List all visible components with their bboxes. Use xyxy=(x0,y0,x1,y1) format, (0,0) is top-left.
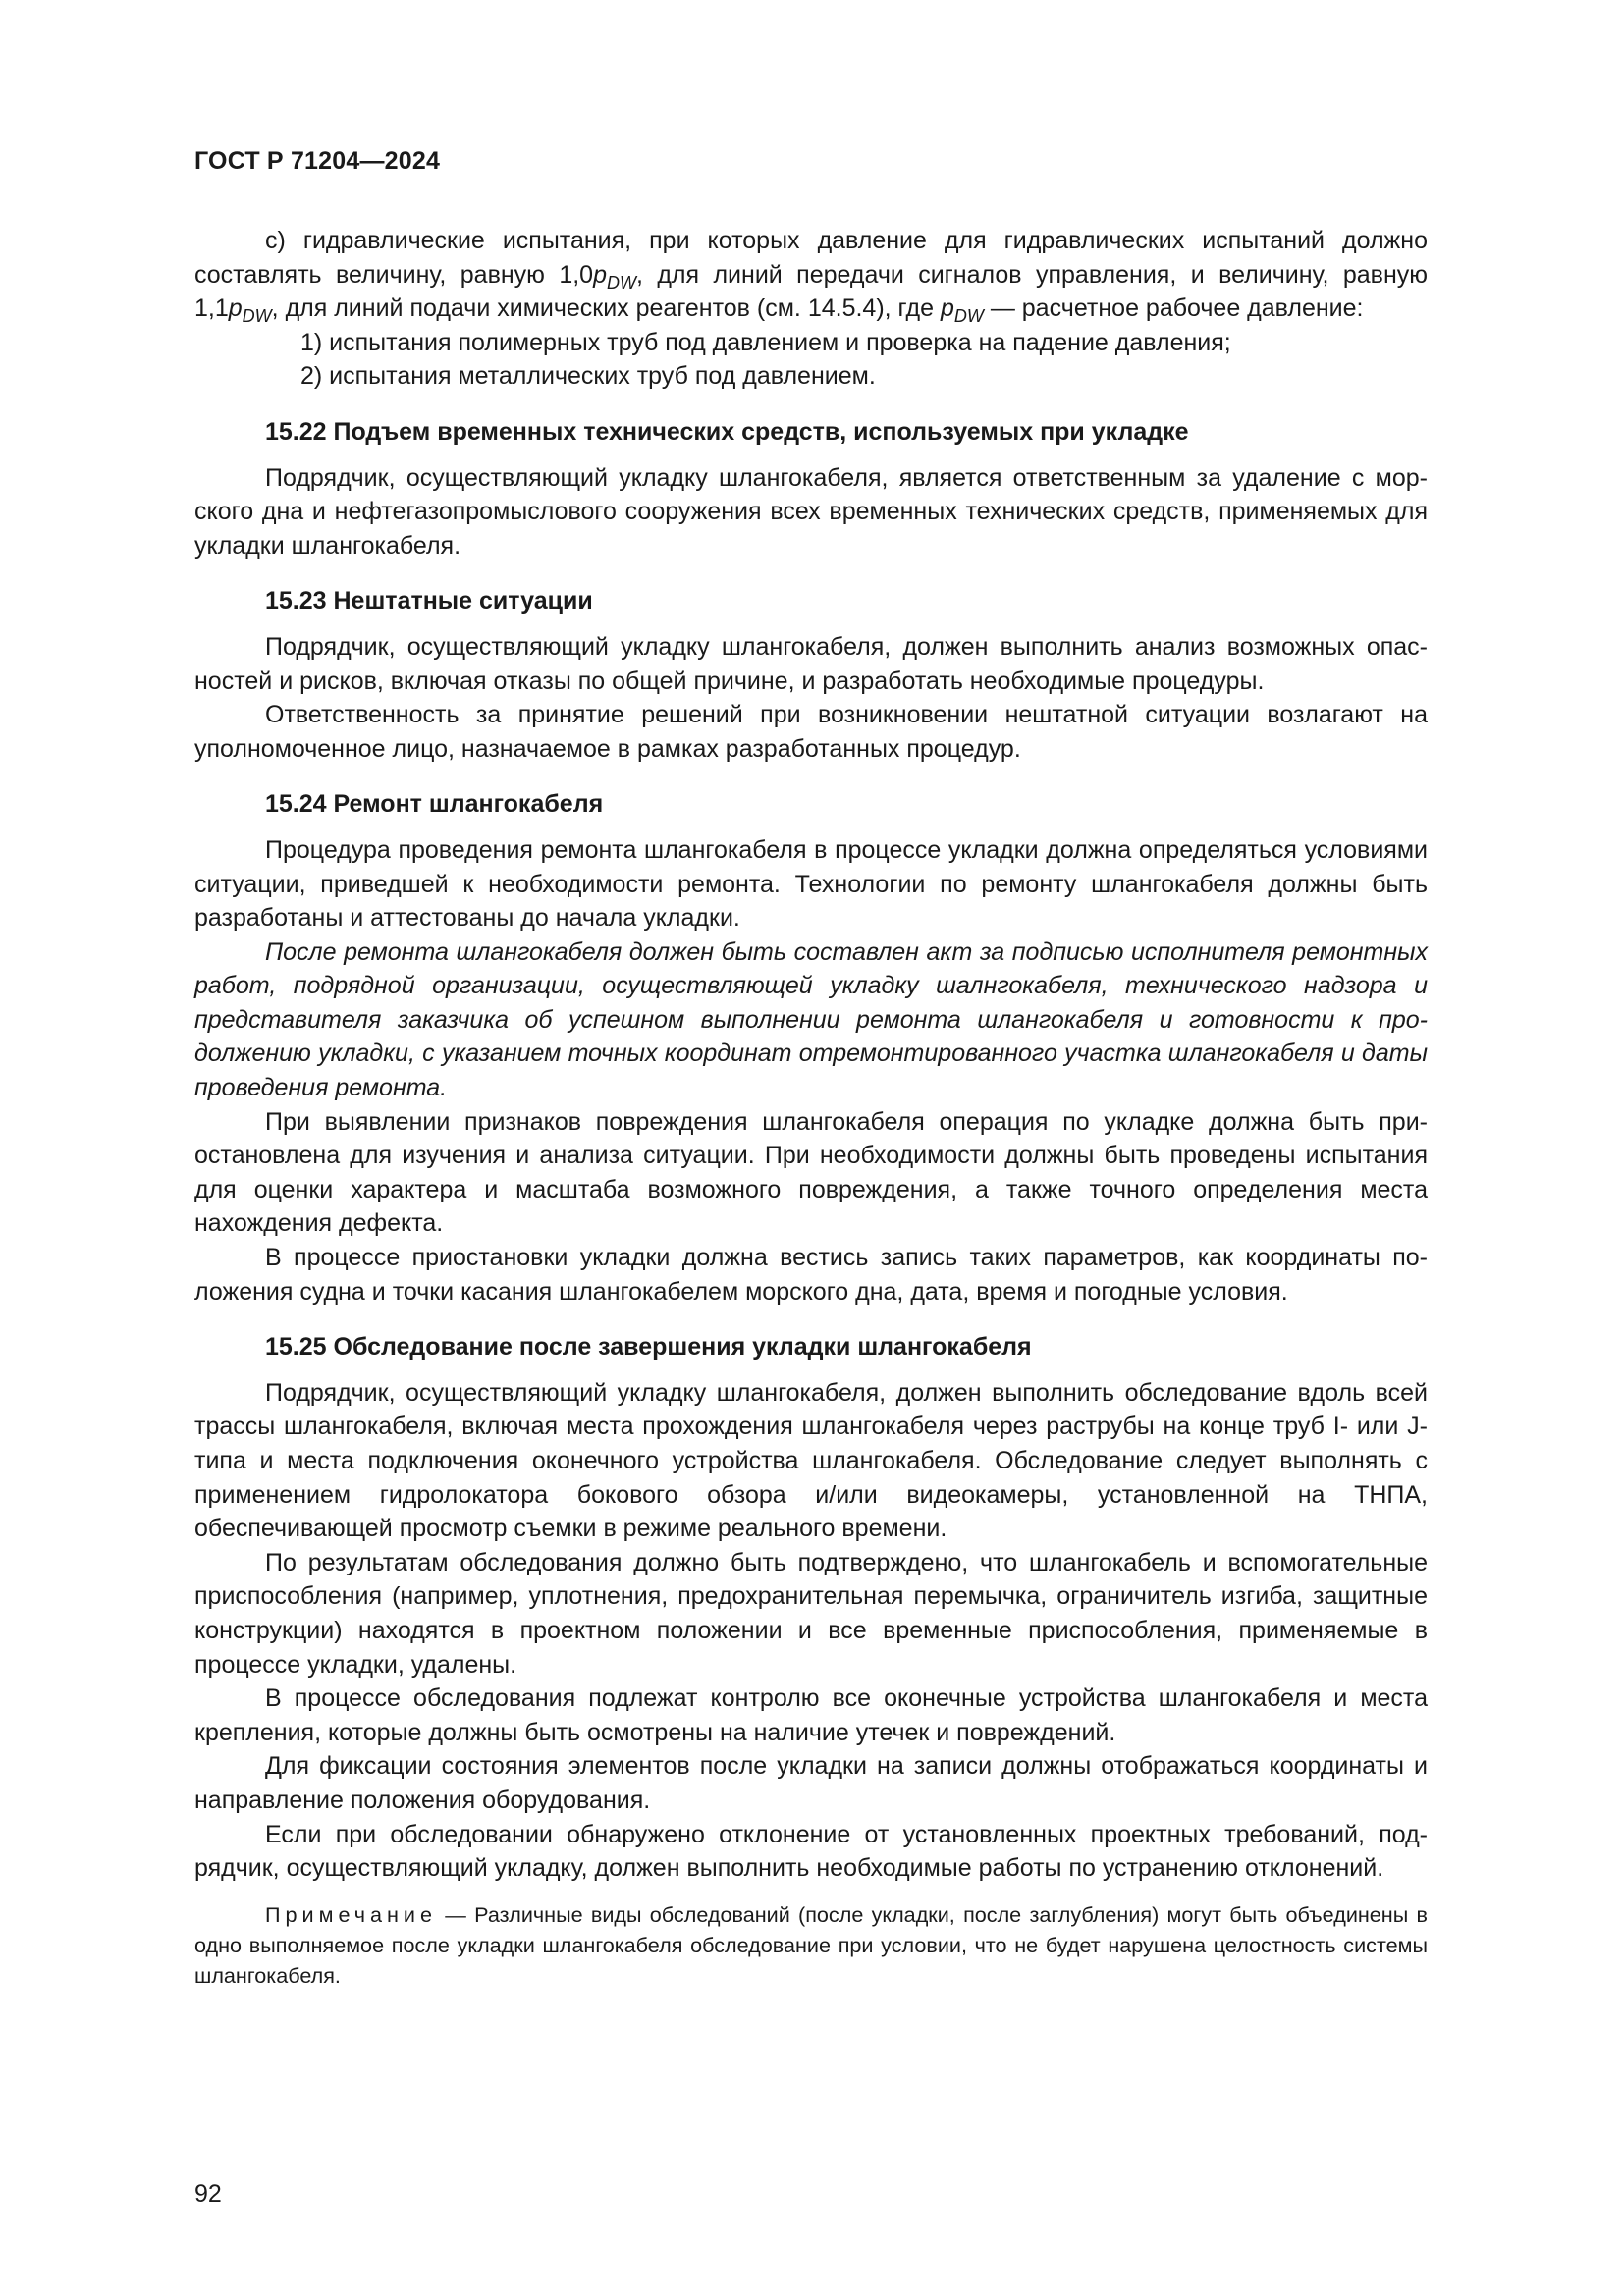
paragraph: Ответственность за принятие решений при возникновении нештатной ситуации возлагают на уполномоченное лицо, назначаемое в рамках разработанных процедур. xyxy=(194,701,1428,763)
section-heading: 15.25 Обследование после завершения укладки шлангокабеля xyxy=(265,1333,1032,1362)
p-dw-symbol: $p_{DW}$ xyxy=(940,294,984,327)
standard-header: ГОСТ Р 71204—2024 xyxy=(194,147,441,175)
list-item: 2) испытания металлических труб под давлением. xyxy=(300,362,876,391)
paragraph: Подрядчик, осуществляющий укладку шлангокабеля, должен выполнить анализ возможных опасностей и рисков, включая отказы по общей причине, и разработать необходимые процедуры. xyxy=(194,632,1428,695)
document-body xyxy=(194,224,1428,1991)
note xyxy=(194,1899,1428,1991)
section-heading: 15.23 Нештатные ситуации xyxy=(265,587,593,615)
p-dw-symbol: $p_{DW}$ xyxy=(593,260,636,293)
paragraph: Подрядчик, осуществляющий укладку шлангокабеля, должен выполнить обследование вдоль всей трассы шлангокабеля, включая места прохождения шлангокабеля через раструбы на конце труб I- или J-типа и места подключения оконечного устройства шлангокабеля. Обследование следует выполнять с применением гидролокатора бокового обзора и/или видеокамеры, установленной на ТНПА, обеспечивающей просмотр съемки в режиме реального времени. xyxy=(194,1378,1428,1543)
note-text: — Различные виды обследований (после укладки, после заглубления) могут быть объединены в одно выполняемое после укладки шлангокабеля обследование при условии, что не будет нарушена целостность системы шлангокабеля. xyxy=(194,1901,1428,1988)
paragraph: В процессе обследования подлежат контролю все оконечные устройства шлангокабеля и места крепления, которые должны быть осмотрены на наличие утечек и повреждений. xyxy=(194,1684,1428,1746)
paragraph: Подрядчик, осуществляющий укладку шлангокабеля, является ответственным за удаление с морского дна и нефтегазопромыслового сооружения всех временных технических средств, применяемых для укладки шлангокабеля. xyxy=(194,463,1428,560)
note-label: Примечание xyxy=(265,1901,437,1927)
paragraph-italic: После ремонта шлангокабеля должен быть составлен акт за подписью исполнителя ремонтных работ, подрядной организации, осуществляющей укладку шалнгокабеля, технического надзора и представителя заказчика об успешном выполнении ремонта шлангокабеля и готовности к продолжению укладки, с указанием точных координат отремонтированного участка шлангокабеля и даты проведения ремонта. xyxy=(194,937,1428,1102)
paragraph: В процессе приостановки укладки должна вестись запись таких параметров, как координаты положения судна и точки касания шлангокабелем морского дна, дата, время и погодные условия. xyxy=(194,1244,1428,1306)
paragraph: Для фиксации состояния элементов после укладки на записи должны отображаться координаты и направление положения оборудования. xyxy=(194,1752,1428,1814)
paragraph: По результатам обследования должно быть подтверждено, что шлангокабель и вспомогательные приспособления (например, уплотнения, предохранительная перемычка, ограничитель изгиба, защитные конструкции) находятся в проектном положении и все временные приспособления, применяемые в процессе укладки, удалены. xyxy=(194,1548,1428,1679)
paragraph: Если при обследовании обнаружено отклонение от установленных проектных требований, подрядчик, осуществляющий укладку, должен выполнить необходимые работы по устранению отклонений. xyxy=(194,1820,1428,1883)
list-item: 1) испытания полимерных труб под давлением и проверка на падение давления; xyxy=(300,328,1231,356)
item-c-paragraph: с) гидравлические испытания, при которых давление для гидравлических испытаний должно составлять величину, равную $1,0p_{DW}$, для линий передачи сигналов управления, и величину, равную $1,1p_{DW}$, для линий подачи химических реагентов (см. 14.5.4), где $p_{DW}$ — расчетное рабочее давление: xyxy=(194,227,1428,327)
section-heading: 15.24 Ремонт шлангокабеля xyxy=(265,790,604,819)
p-dw-symbol: $p_{DW}$ xyxy=(228,294,272,327)
paragraph: При выявлении признаков повреждения шлангокабеля операция по укладке должна быть приостановлена для изучения и анализа ситуации. При необходимости должны быть проведены испытания для оценки характера и масштаба возможного повреждения, а также точного определения места нахождения дефекта. xyxy=(194,1107,1428,1238)
page-number: 92 xyxy=(194,2180,222,2208)
paragraph: Процедура проведения ремонта шлангокабеля в процессе укладки должна определяться условиями ситуации, приведшей к необходимости ремонта. Технологии по ремонту шлангокабеля должны быть разработаны и аттестованы до начала укладки. xyxy=(194,835,1428,933)
section-heading: 15.22 Подъем временных технических средств, используемых при укладке xyxy=(265,417,1189,446)
